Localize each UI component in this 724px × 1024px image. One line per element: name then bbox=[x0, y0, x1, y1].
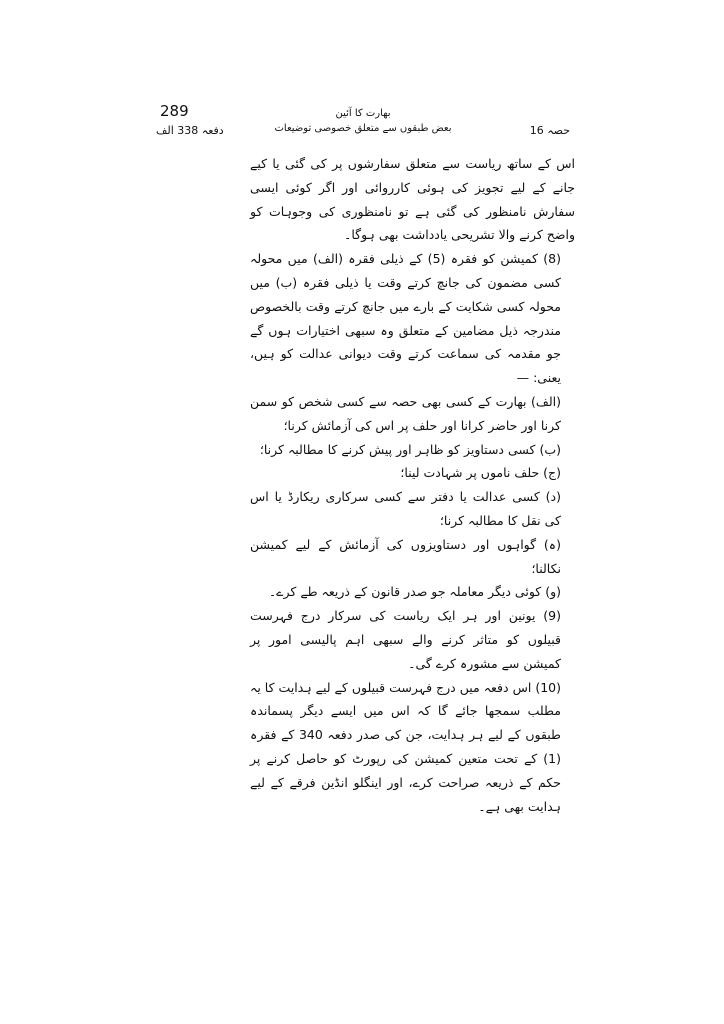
page-number: 289 bbox=[160, 102, 189, 120]
article-body bbox=[250, 152, 575, 818]
paragraph-clause-8: (8) کمیشن کو فقرہ (5) کے ذیلی فقرہ (الف) میں محولہ کسی مضمون کی جانچ کرتے وقت یا ذیلی فقرہ (ب) میں محولہ کسی شکایت کے بارے میں جانچ کرتے وقت بالخصوص مندرجہ ذیل مضامین کے متعلق وہ سبھی اختیارات ہوں گے جو مقدمہ کی سماعت کرتے وقت دیوانی عدالت کو ہیں، یعنی: — bbox=[250, 251, 561, 386]
section-label: دفعہ 338 الف bbox=[156, 124, 224, 137]
paragraph-subclause-f: (و) کوئی دیگر معاملہ جو صدر قانون کے ذریعہ طے کرے۔ bbox=[268, 584, 561, 600]
paragraph-subclause-b: (ب) کسی دستاویز کو ظاہر اور پیش کرنے کا مطالبہ کرنا؛ bbox=[259, 441, 561, 457]
page-header bbox=[150, 100, 576, 146]
paragraph-subclause-a: (الف) بھارت کے کسی بھی حصہ سے کسی شخص کو سمن کرنا اور حاضر کرانا اور حلف پر اس کی آزمائش کرنا؛ bbox=[250, 393, 561, 433]
chapter-title: بعض طبقوں سے متعلق خصوصی توضیعات bbox=[274, 123, 452, 134]
paragraph-continuation: اس کے ساتھ ریاست سے متعلق سفارشوں پر کی گئی یا کیے جانے کے لیے تجویز کی ہوئی کارروائی اور اگر کوئی ایسی سفارش نامنظور کی گئی ہے تو نامنظوری کی وجوہات کو واضح کرنے والا تشریحی یادداشت بھی ہوگا۔ bbox=[250, 156, 575, 243]
paragraph-clause-9: (9) یونین اور ہر ایک ریاست کی سرکار درج فہرست قبیلوں کو متاثر کرنے والے سبھی اہم پالیسی امور پر کمیشن سے مشورہ کرے گی۔ bbox=[250, 608, 561, 671]
paragraph-subclause-d: (د) کسی عدالت یا دفتر سے کسی سرکاری ریکارڈ یا اس کی نقل کا مطالبہ کرنا؛ bbox=[250, 489, 561, 528]
paragraph-subclause-c: (ج) حلف ناموں پر شہادت لینا؛ bbox=[400, 465, 561, 481]
part-label: حصہ 16 bbox=[529, 124, 570, 137]
paragraph-clause-10: (10) اس دفعہ میں درج فہرست قبیلوں کے لیے ہدایت کا یہ مطلب سمجھا جائے گا کہ اس میں ایسے دیگر پسماندہ طبقوں کے لیے ہر ہدایت، جن کی صدر دفعہ 340 کے فقرہ (1) کے تحت متعین کمیشن کی رپورٹ کو حاصل کرنے پر حکم کے ذریعہ صراحت کرے، اور اینگلو انڈین فرقے کے لیے ہدایت بھی ہے۔ bbox=[250, 679, 561, 814]
paragraph-subclause-e: (ہ) گواہوں اور دستاویزوں کی آزمائش کے لیے کمیشن نکالنا؛ bbox=[250, 536, 561, 576]
book-title: بھارت کا آئین bbox=[335, 108, 391, 119]
